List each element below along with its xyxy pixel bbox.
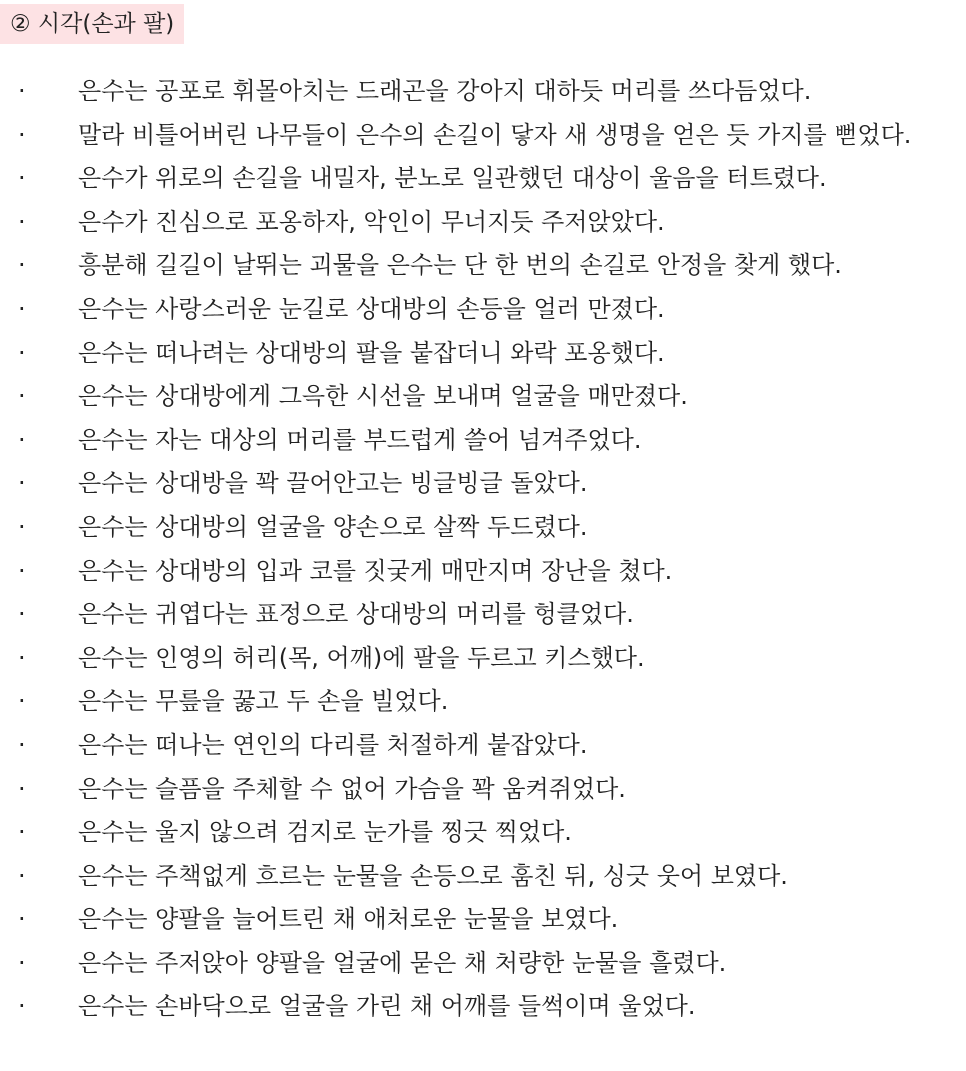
list-item-text: 은수가 진심으로 포옹하자, 악인이 무너지듯 주저앉았다. xyxy=(78,207,665,236)
bullet-icon: · xyxy=(18,861,26,890)
list-item xyxy=(0,724,966,768)
bullet-icon: · xyxy=(18,251,26,280)
list-item-text: 은수는 양팔을 늘어트린 채 애처로운 눈물을 보였다. xyxy=(78,905,619,934)
bullet-icon: · xyxy=(18,643,26,672)
list-item-text: 은수는 사랑스러운 눈길로 상대방의 손등을 얼러 만졌다. xyxy=(78,294,665,323)
bullet-icon: · xyxy=(18,469,26,498)
list-item xyxy=(0,985,966,1029)
list-item xyxy=(0,637,966,681)
list-item xyxy=(0,419,966,463)
bullet-icon: · xyxy=(18,512,26,541)
bullet-icon: · xyxy=(18,556,26,585)
list-item xyxy=(0,680,966,724)
list-item xyxy=(0,70,966,114)
list-item xyxy=(0,593,966,637)
list-item-text: 은수는 자는 대상의 머리를 부드럽게 쓸어 넘겨주었다. xyxy=(78,425,642,454)
bullet-icon: · xyxy=(18,120,26,149)
bullet-icon: · xyxy=(18,338,26,367)
list-item xyxy=(0,462,966,506)
section-heading: ② 시각(손과 팔) xyxy=(0,4,184,44)
bullet-icon: · xyxy=(18,600,26,629)
bullet-icon: · xyxy=(18,77,26,105)
list-item xyxy=(0,768,966,812)
list-item xyxy=(0,375,966,419)
list-item xyxy=(0,244,966,288)
list-item-text: 은수는 떠나려는 상대방의 팔을 붙잡더니 와락 포옹했다. xyxy=(78,338,665,367)
list-item xyxy=(0,332,966,376)
section-heading-wrap xyxy=(0,4,184,44)
list-item-text: 은수는 상대방의 입과 코를 짓궂게 매만지며 장난을 쳤다. xyxy=(78,556,673,585)
list-item-text: 은수는 주저앉아 양팔을 얼굴에 묻은 채 처량한 눈물을 흘렸다. xyxy=(78,948,727,977)
list-item-text: 은수는 울지 않으려 검지로 눈가를 찡긋 찍었다. xyxy=(78,818,572,847)
bullet-icon: · xyxy=(18,687,26,716)
bullet-icon: · xyxy=(18,425,26,454)
list-item xyxy=(0,855,966,899)
expression-list xyxy=(0,70,966,1029)
bullet-icon: · xyxy=(18,905,26,934)
bullet-icon: · xyxy=(18,818,26,847)
list-item xyxy=(0,288,966,332)
list-item xyxy=(0,157,966,201)
list-item-text: 은수는 상대방의 얼굴을 양손으로 살짝 두드렸다. xyxy=(78,512,588,541)
list-item-text: 말라 비틀어버린 나무들이 은수의 손길이 닿자 새 생명을 얻은 듯 가지를 뻗었다. xyxy=(78,120,912,149)
list-item-text: 은수는 떠나는 연인의 다리를 처절하게 붙잡았다. xyxy=(78,730,588,759)
list-item-text: 은수는 공포로 휘몰아치는 드래곤을 강아지 대하듯 머리를 쓰다듬었다. xyxy=(78,77,812,105)
bullet-icon: · xyxy=(18,992,26,1021)
bullet-icon: · xyxy=(18,164,26,193)
bullet-icon: · xyxy=(18,948,26,977)
bullet-icon: · xyxy=(18,382,26,411)
list-item-text: 은수가 위로의 손길을 내밀자, 분노로 일관했던 대상이 울음을 터트렸다. xyxy=(78,164,827,193)
list-item-text: 은수는 귀엽다는 표정으로 상대방의 머리를 헝클었다. xyxy=(78,600,634,629)
list-item-text: 흥분해 길길이 날뛰는 괴물을 은수는 단 한 번의 손길로 안정을 찾게 했다. xyxy=(78,251,842,280)
list-item xyxy=(0,550,966,594)
list-item xyxy=(0,506,966,550)
bullet-icon: · xyxy=(18,774,26,803)
list-item-text: 은수는 주책없게 흐르는 눈물을 손등으로 훔친 뒤, 싱긋 웃어 보였다. xyxy=(78,861,788,890)
bullet-icon: · xyxy=(18,730,26,759)
list-item xyxy=(0,898,966,942)
list-item xyxy=(0,811,966,855)
list-item xyxy=(0,114,966,158)
bullet-icon: · xyxy=(18,207,26,236)
list-item-text: 은수는 무릎을 꿇고 두 손을 빌었다. xyxy=(78,687,449,716)
list-item-text: 은수는 상대방에게 그윽한 시선을 보내며 얼굴을 매만졌다. xyxy=(78,382,688,411)
list-item-text: 은수는 슬픔을 주체할 수 없어 가슴을 꽉 움켜쥐었다. xyxy=(78,774,626,803)
list-item xyxy=(0,942,966,986)
list-item-text: 은수는 상대방을 꽉 끌어안고는 빙글빙글 돌았다. xyxy=(78,469,588,498)
list-item xyxy=(0,201,966,245)
bullet-icon: · xyxy=(18,294,26,323)
list-item-text: 은수는 손바닥으로 얼굴을 가린 채 어깨를 들썩이며 울었다. xyxy=(78,992,696,1021)
list-item-text: 은수는 인영의 허리(목, 어깨)에 팔을 두르고 키스했다. xyxy=(78,643,645,672)
